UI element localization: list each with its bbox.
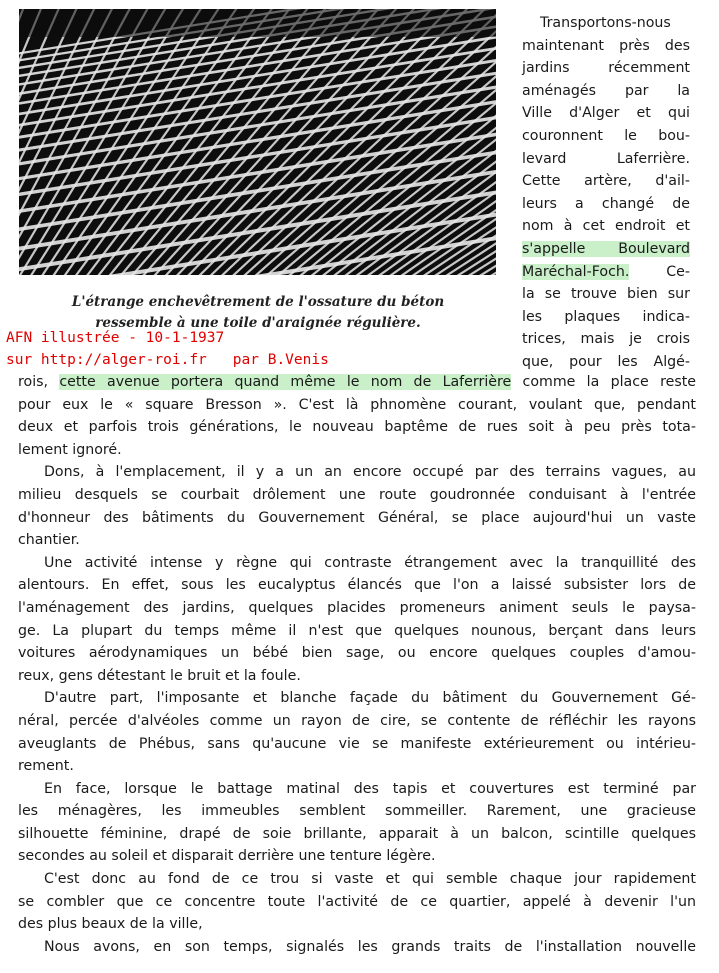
rebar-photo: [19, 9, 496, 275]
right-line: maintenant près des: [522, 37, 690, 54]
body-line: Une activité intense y règne qui contraste étrangement avec la tranquillité des: [44, 554, 696, 571]
article-body: [18, 371, 696, 958]
body-line: lement ignoré.: [18, 441, 122, 458]
right-column-text: [522, 12, 690, 374]
body-line: ge. La plupart du temps même il n'est que quelques nounous, berçant dans leurs: [18, 622, 696, 639]
body-line: néral, percée d'alvéoles comme un rayon de cire, se contente de réfléchir les rayons: [18, 712, 696, 729]
body-l1-before: rois,: [18, 374, 49, 390]
photo-caption: [40, 292, 476, 334]
body-line: chantier.: [18, 532, 80, 549]
right-line: Ville d'Alger et qui: [522, 105, 690, 122]
body-line-highlight: [18, 371, 696, 394]
right-line: la se trouve bien sur: [522, 286, 690, 303]
body-line: silhouette féminine, drapé de soie brillante, apparait à un balcon, scintille quelques: [18, 825, 696, 842]
body-line: aveuglants de Phébus, sans qu'aucune vie se manifeste extérieurement ou intérieu-: [18, 735, 696, 752]
body-line: alentours. En effet, sous les eucalyptus élancés que l'on a laissé subsister lors de: [18, 577, 696, 594]
right-line: couronnent le bou-: [522, 127, 690, 144]
highlight-boulevard: s'appelle Boulevard: [522, 240, 690, 257]
credit-line-2: [6, 352, 329, 368]
right-line: jardins récemment: [522, 60, 690, 77]
body-line: D'autre part, l'imposante et blanche façade du bâtiment du Gouvernement Gé-: [44, 690, 696, 707]
highlight-marechal: Maréchal-Foch.: [522, 263, 630, 280]
body-line: deux et parfois trois générations, le nouveau baptême de rues soit à peu près tota-: [18, 419, 696, 436]
body-line: reux, gens détestant le bruit et la foule.: [18, 667, 301, 684]
right-line-highlight: [522, 261, 690, 284]
right-line: nom à cet endroit et: [522, 218, 690, 235]
highlight-avenue: cette avenue portera quand même le nom de Laferrière: [59, 374, 512, 390]
credit-author: par B.Venis: [232, 352, 329, 368]
credit-url[interactable]: sur http://alger-roi.fr: [6, 352, 207, 368]
body-line: les ménagères, les immeubles semblent sommeiller. Rarement, une gracieuse: [18, 803, 696, 820]
body-line: Dons, à l'emplacement, il y a un an encore occupé par des terrains vagues, au: [44, 464, 696, 481]
body-line: milieu desquels se courbait drôlement une route goudronnée conduisant à l'entrée: [18, 486, 696, 503]
caption-line-2: ressemble à une toile d'araignée régulière.: [95, 315, 421, 331]
body-line: voitures aérodynamiques un bébé bien sage, ou encore quelques couples d'amou-: [18, 645, 696, 662]
right-line: trices, mais je crois: [522, 331, 690, 348]
right-line: levard Laferrière.: [522, 150, 690, 167]
body-line: pour eux le « square Bresson ». C'est là phnomène courant, voulant que, pendant: [18, 396, 696, 413]
ce-suffix: Ce-: [629, 263, 690, 280]
body-line: d'honneur des bâtiments du Gouvernement Général, se place aujourd'hui un vaste: [18, 509, 696, 526]
right-line: les plaques indica-: [522, 308, 690, 325]
body-l1-after: comme la place reste: [522, 374, 696, 390]
caption-line-1: L'étrange enchevêtrement de l'ossature du béton: [71, 294, 445, 310]
right-line: leurs a changé de: [522, 195, 690, 212]
body-line: des plus beaux de la ville,: [18, 916, 203, 933]
right-line: Transportons-nous: [540, 15, 671, 31]
body-line: rement.: [18, 758, 74, 775]
right-line: Cette artère, d'ail-: [522, 173, 690, 190]
body-line: C'est donc au fond de ce trou si vaste et qui semble chaque jour rapidement: [44, 871, 696, 888]
body-line: Nous avons, en son temps, signalés les grands traits de l'installation nouvelle: [44, 938, 696, 955]
body-line: secondes au soleil et disparait derrière une tenture légère.: [18, 848, 436, 865]
concrete-rebar-grid-icon: [19, 9, 496, 275]
right-line: que, pour les Algé-: [522, 353, 690, 370]
body-line: se combler que ce concentre toute l'activité de ce quartier, appelé à devenir l'un: [18, 893, 696, 910]
body-line: l'aménagement des jardins, quelques placides promeneurs animent seuls le paysa-: [18, 599, 696, 616]
right-line: aménagés par la: [522, 82, 690, 99]
credit-line-1: AFN illustrée - 10-1-1937: [6, 330, 225, 346]
body-line: En face, lorsque le battage matinal des tapis et couvertures est terminé par: [44, 780, 696, 797]
right-line-highlight: [522, 238, 690, 261]
